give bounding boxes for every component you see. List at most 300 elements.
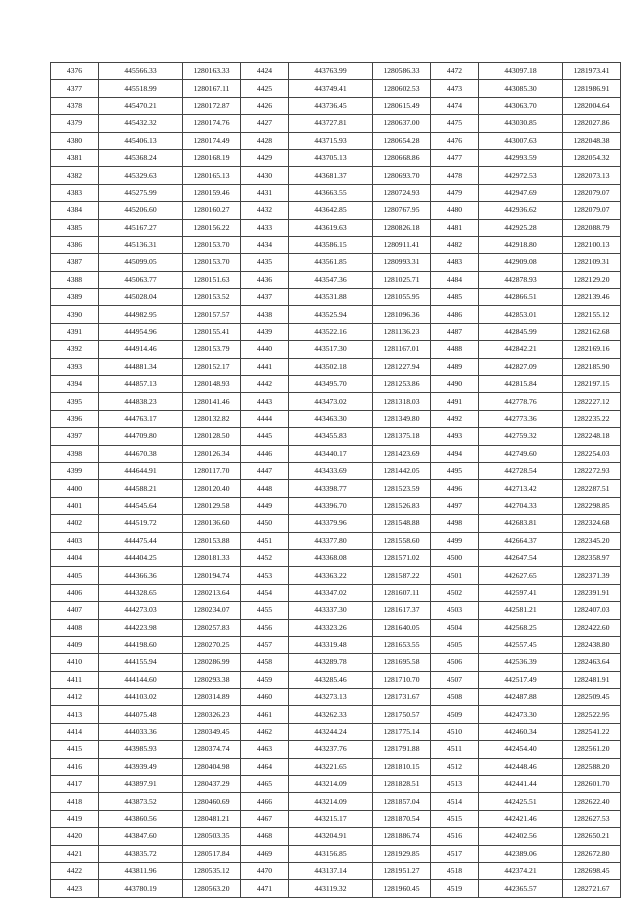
point-id-cell: 4509 (431, 706, 479, 723)
table-row (51, 271, 621, 288)
point-id-cell: 4491 (431, 393, 479, 410)
x-coordinate-cell: 443319.48 (289, 636, 373, 653)
point-id-cell: 4486 (431, 306, 479, 323)
point-id-cell: 4444 (241, 410, 289, 427)
table-row (51, 567, 621, 584)
point-id-cell: 4421 (51, 845, 99, 862)
y-coordinate-cell: 1280136.60 (183, 515, 241, 532)
point-id-cell: 4490 (431, 376, 479, 393)
point-id-cell: 4398 (51, 445, 99, 462)
y-coordinate-cell: 1281167.01 (373, 341, 431, 358)
point-id-cell: 4518 (431, 862, 479, 879)
x-coordinate-cell: 443897.91 (99, 776, 183, 793)
table-row (51, 219, 621, 236)
point-id-cell: 4411 (51, 671, 99, 688)
x-coordinate-cell: 444881.34 (99, 358, 183, 375)
point-id-cell: 4440 (241, 341, 289, 358)
x-coordinate-cell: 442759.32 (479, 428, 563, 445)
x-coordinate-cell: 445167.27 (99, 219, 183, 236)
point-id-cell: 4453 (241, 567, 289, 584)
x-coordinate-cell: 443137.14 (289, 862, 373, 879)
x-coordinate-cell: 444075.48 (99, 706, 183, 723)
y-coordinate-cell: 1280257.83 (183, 619, 241, 636)
table-row (51, 549, 621, 566)
point-id-cell: 4401 (51, 497, 99, 514)
x-coordinate-cell: 443204.91 (289, 828, 373, 845)
y-coordinate-cell: 1282054.32 (563, 149, 621, 166)
table-row (51, 515, 621, 532)
y-coordinate-cell: 1282672.80 (563, 845, 621, 862)
point-id-cell: 4390 (51, 306, 99, 323)
table-row (51, 289, 621, 306)
point-id-cell: 4418 (51, 793, 99, 810)
y-coordinate-cell: 1280153.88 (183, 532, 241, 549)
y-coordinate-cell: 1281423.69 (373, 445, 431, 462)
y-coordinate-cell: 1282422.60 (563, 619, 621, 636)
x-coordinate-cell: 442568.25 (479, 619, 563, 636)
table-row (51, 793, 621, 810)
y-coordinate-cell: 1281960.45 (373, 880, 431, 897)
x-coordinate-cell: 445406.13 (99, 132, 183, 149)
point-id-cell: 4511 (431, 741, 479, 758)
y-coordinate-cell: 1280460.69 (183, 793, 241, 810)
y-coordinate-cell: 1280349.45 (183, 723, 241, 740)
point-id-cell: 4499 (431, 532, 479, 549)
point-id-cell: 4487 (431, 323, 479, 340)
y-coordinate-cell: 1281640.05 (373, 619, 431, 636)
point-id-cell: 4517 (431, 845, 479, 862)
point-id-cell: 4378 (51, 97, 99, 114)
x-coordinate-cell: 442815.84 (479, 376, 563, 393)
point-id-cell: 4503 (431, 602, 479, 619)
y-coordinate-cell: 1280326.23 (183, 706, 241, 723)
x-coordinate-cell: 444033.36 (99, 723, 183, 740)
y-coordinate-cell: 1281986.91 (563, 80, 621, 97)
point-id-cell: 4384 (51, 202, 99, 219)
x-coordinate-cell: 444404.25 (99, 549, 183, 566)
x-coordinate-cell: 443847.60 (99, 828, 183, 845)
x-coordinate-cell: 442749.60 (479, 445, 563, 462)
y-coordinate-cell: 1281791.88 (373, 741, 431, 758)
point-id-cell: 4395 (51, 393, 99, 410)
x-coordinate-cell: 442773.36 (479, 410, 563, 427)
point-id-cell: 4488 (431, 341, 479, 358)
point-id-cell: 4385 (51, 219, 99, 236)
y-coordinate-cell: 1281929.85 (373, 845, 431, 862)
table-row (51, 428, 621, 445)
point-id-cell: 4515 (431, 810, 479, 827)
x-coordinate-cell: 443705.13 (289, 149, 373, 166)
x-coordinate-cell: 442947.69 (479, 184, 563, 201)
point-id-cell: 4426 (241, 97, 289, 114)
y-coordinate-cell: 1282079.07 (563, 202, 621, 219)
point-id-cell: 4467 (241, 810, 289, 827)
point-id-cell: 4442 (241, 376, 289, 393)
x-coordinate-cell: 443156.85 (289, 845, 373, 862)
x-coordinate-cell: 442402.56 (479, 828, 563, 845)
y-coordinate-cell: 1281750.57 (373, 706, 431, 723)
point-id-cell: 4387 (51, 254, 99, 271)
x-coordinate-cell: 445432.32 (99, 115, 183, 132)
x-coordinate-cell: 445518.99 (99, 80, 183, 97)
y-coordinate-cell: 1280129.58 (183, 497, 241, 514)
y-coordinate-cell: 1280615.49 (373, 97, 431, 114)
y-coordinate-cell: 1281653.55 (373, 636, 431, 653)
x-coordinate-cell: 443337.30 (289, 602, 373, 619)
point-id-cell: 4493 (431, 428, 479, 445)
x-coordinate-cell: 443273.13 (289, 689, 373, 706)
x-coordinate-cell: 443262.33 (289, 706, 373, 723)
table-row (51, 619, 621, 636)
x-coordinate-cell: 444914.46 (99, 341, 183, 358)
y-coordinate-cell: 1281025.71 (373, 271, 431, 288)
x-coordinate-cell: 445063.77 (99, 271, 183, 288)
y-coordinate-cell: 1280637.00 (373, 115, 431, 132)
y-coordinate-cell: 1280172.87 (183, 97, 241, 114)
point-id-cell: 4419 (51, 810, 99, 827)
y-coordinate-cell: 1281951.27 (373, 862, 431, 879)
table-row (51, 584, 621, 601)
x-coordinate-cell: 443085.30 (479, 80, 563, 97)
y-coordinate-cell: 1282185.90 (563, 358, 621, 375)
x-coordinate-cell: 443715.93 (289, 132, 373, 149)
point-id-cell: 4472 (431, 63, 479, 80)
y-coordinate-cell: 1280157.57 (183, 306, 241, 323)
y-coordinate-cell: 1280563.20 (183, 880, 241, 897)
x-coordinate-cell: 442597.41 (479, 584, 563, 601)
x-coordinate-cell: 443214.09 (289, 776, 373, 793)
point-id-cell: 4423 (51, 880, 99, 897)
table-row (51, 723, 621, 740)
x-coordinate-cell: 443749.41 (289, 80, 373, 97)
table-row (51, 97, 621, 114)
y-coordinate-cell: 1281571.02 (373, 549, 431, 566)
point-id-cell: 4474 (431, 97, 479, 114)
y-coordinate-cell: 1281558.60 (373, 532, 431, 549)
x-coordinate-cell: 443377.80 (289, 532, 373, 549)
x-coordinate-cell: 443727.81 (289, 115, 373, 132)
x-coordinate-cell: 445470.21 (99, 97, 183, 114)
table-row (51, 689, 621, 706)
y-coordinate-cell: 1280234.07 (183, 602, 241, 619)
x-coordinate-cell: 443221.65 (289, 758, 373, 775)
point-id-cell: 4516 (431, 828, 479, 845)
y-coordinate-cell: 1282162.68 (563, 323, 621, 340)
point-id-cell: 4482 (431, 236, 479, 253)
x-coordinate-cell: 443285.46 (289, 671, 373, 688)
y-coordinate-cell: 1282541.22 (563, 723, 621, 740)
y-coordinate-cell: 1281710.70 (373, 671, 431, 688)
point-id-cell: 4492 (431, 410, 479, 427)
x-coordinate-cell: 443525.94 (289, 306, 373, 323)
y-coordinate-cell: 1282522.95 (563, 706, 621, 723)
y-coordinate-cell: 1280993.31 (373, 254, 431, 271)
y-coordinate-cell: 1280174.49 (183, 132, 241, 149)
point-id-cell: 4452 (241, 549, 289, 566)
y-coordinate-cell: 1281731.67 (373, 689, 431, 706)
x-coordinate-cell: 442473.30 (479, 706, 563, 723)
x-coordinate-cell: 445566.33 (99, 63, 183, 80)
table-row (51, 654, 621, 671)
x-coordinate-cell: 444545.64 (99, 497, 183, 514)
point-id-cell: 4428 (241, 132, 289, 149)
x-coordinate-cell: 443985.93 (99, 741, 183, 758)
x-coordinate-cell: 443663.55 (289, 184, 373, 201)
x-coordinate-cell: 442909.08 (479, 254, 563, 271)
point-id-cell: 4479 (431, 184, 479, 201)
x-coordinate-cell: 443561.85 (289, 254, 373, 271)
x-coordinate-cell: 442918.80 (479, 236, 563, 253)
y-coordinate-cell: 1281523.59 (373, 480, 431, 497)
point-id-cell: 4408 (51, 619, 99, 636)
x-coordinate-cell: 443473.02 (289, 393, 373, 410)
y-coordinate-cell: 1282129.20 (563, 271, 621, 288)
x-coordinate-cell: 443007.63 (479, 132, 563, 149)
x-coordinate-cell: 442842.21 (479, 341, 563, 358)
y-coordinate-cell: 1280404.98 (183, 758, 241, 775)
y-coordinate-cell: 1280128.50 (183, 428, 241, 445)
x-coordinate-cell: 442925.28 (479, 219, 563, 236)
x-coordinate-cell: 443835.72 (99, 845, 183, 862)
point-id-cell: 4414 (51, 723, 99, 740)
point-id-cell: 4450 (241, 515, 289, 532)
point-id-cell: 4382 (51, 167, 99, 184)
y-coordinate-cell: 1280153.52 (183, 289, 241, 306)
point-id-cell: 4495 (431, 462, 479, 479)
point-id-cell: 4464 (241, 758, 289, 775)
y-coordinate-cell: 1280286.99 (183, 654, 241, 671)
table-row (51, 63, 621, 80)
y-coordinate-cell: 1282391.91 (563, 584, 621, 601)
y-coordinate-cell: 1282622.40 (563, 793, 621, 810)
x-coordinate-cell: 444223.98 (99, 619, 183, 636)
x-coordinate-cell: 443289.78 (289, 654, 373, 671)
point-id-cell: 4445 (241, 428, 289, 445)
y-coordinate-cell: 1282248.18 (563, 428, 621, 445)
point-id-cell: 4473 (431, 80, 479, 97)
point-id-cell: 4420 (51, 828, 99, 845)
x-coordinate-cell: 442365.57 (479, 880, 563, 897)
y-coordinate-cell: 1280314.89 (183, 689, 241, 706)
x-coordinate-cell: 443433.69 (289, 462, 373, 479)
x-coordinate-cell: 442878.93 (479, 271, 563, 288)
x-coordinate-cell: 442517.49 (479, 671, 563, 688)
point-id-cell: 4407 (51, 602, 99, 619)
y-coordinate-cell: 1282027.86 (563, 115, 621, 132)
x-coordinate-cell: 443368.08 (289, 549, 373, 566)
point-id-cell: 4409 (51, 636, 99, 653)
x-coordinate-cell: 443860.56 (99, 810, 183, 827)
point-id-cell: 4389 (51, 289, 99, 306)
y-coordinate-cell: 1282139.46 (563, 289, 621, 306)
x-coordinate-cell: 443763.99 (289, 63, 373, 80)
point-id-cell: 4416 (51, 758, 99, 775)
y-coordinate-cell: 1282561.20 (563, 741, 621, 758)
x-coordinate-cell: 442441.44 (479, 776, 563, 793)
x-coordinate-cell: 443379.96 (289, 515, 373, 532)
x-coordinate-cell: 445099.05 (99, 254, 183, 271)
y-coordinate-cell: 1282509.45 (563, 689, 621, 706)
x-coordinate-cell: 443517.30 (289, 341, 373, 358)
y-coordinate-cell: 1280194.74 (183, 567, 241, 584)
table-row (51, 480, 621, 497)
x-coordinate-cell: 443244.24 (289, 723, 373, 740)
y-coordinate-cell: 1281775.14 (373, 723, 431, 740)
point-id-cell: 4500 (431, 549, 479, 566)
point-id-cell: 4497 (431, 497, 479, 514)
point-id-cell: 4415 (51, 741, 99, 758)
y-coordinate-cell: 1282438.80 (563, 636, 621, 653)
point-id-cell: 4379 (51, 115, 99, 132)
y-coordinate-cell: 1280693.70 (373, 167, 431, 184)
y-coordinate-cell: 1280168.19 (183, 149, 241, 166)
y-coordinate-cell: 1282698.45 (563, 862, 621, 879)
y-coordinate-cell: 1282721.67 (563, 880, 621, 897)
y-coordinate-cell: 1280374.74 (183, 741, 241, 758)
y-coordinate-cell: 1281349.80 (373, 410, 431, 427)
y-coordinate-cell: 1282004.64 (563, 97, 621, 114)
point-id-cell: 4506 (431, 654, 479, 671)
table-row (51, 358, 621, 375)
y-coordinate-cell: 1280181.33 (183, 549, 241, 566)
point-id-cell: 4431 (241, 184, 289, 201)
point-id-cell: 4396 (51, 410, 99, 427)
x-coordinate-cell: 442778.76 (479, 393, 563, 410)
y-coordinate-cell: 1282088.79 (563, 219, 621, 236)
x-coordinate-cell: 442421.46 (479, 810, 563, 827)
x-coordinate-cell: 443119.32 (289, 880, 373, 897)
y-coordinate-cell: 1280167.11 (183, 80, 241, 97)
y-coordinate-cell: 1280602.53 (373, 80, 431, 97)
x-coordinate-cell: 442627.65 (479, 567, 563, 584)
y-coordinate-cell: 1282197.15 (563, 376, 621, 393)
point-id-cell: 4380 (51, 132, 99, 149)
y-coordinate-cell: 1281617.37 (373, 602, 431, 619)
y-coordinate-cell: 1280120.40 (183, 480, 241, 497)
x-coordinate-cell: 443502.18 (289, 358, 373, 375)
point-id-cell: 4410 (51, 654, 99, 671)
table-row (51, 758, 621, 775)
y-coordinate-cell: 1281548.88 (373, 515, 431, 532)
y-coordinate-cell: 1280153.70 (183, 236, 241, 253)
x-coordinate-cell: 445275.99 (99, 184, 183, 201)
point-id-cell: 4481 (431, 219, 479, 236)
table-row (51, 862, 621, 879)
table-body (51, 63, 621, 898)
table-row (51, 410, 621, 427)
point-id-cell: 4424 (241, 63, 289, 80)
coordinate-table (50, 62, 621, 898)
y-coordinate-cell: 1281442.05 (373, 462, 431, 479)
point-id-cell: 4458 (241, 654, 289, 671)
table-row (51, 532, 621, 549)
point-id-cell: 4496 (431, 480, 479, 497)
y-coordinate-cell: 1280132.82 (183, 410, 241, 427)
x-coordinate-cell: 444198.60 (99, 636, 183, 653)
y-coordinate-cell: 1281810.15 (373, 758, 431, 775)
x-coordinate-cell: 443939.49 (99, 758, 183, 775)
x-coordinate-cell: 443214.09 (289, 793, 373, 810)
y-coordinate-cell: 1280724.93 (373, 184, 431, 201)
y-coordinate-cell: 1280481.21 (183, 810, 241, 827)
point-id-cell: 4430 (241, 167, 289, 184)
y-coordinate-cell: 1280213.64 (183, 584, 241, 601)
y-coordinate-cell: 1282272.93 (563, 462, 621, 479)
y-coordinate-cell: 1280535.12 (183, 862, 241, 879)
x-coordinate-cell: 443619.63 (289, 219, 373, 236)
y-coordinate-cell: 1281253.86 (373, 376, 431, 393)
point-id-cell: 4386 (51, 236, 99, 253)
x-coordinate-cell: 443097.18 (479, 63, 563, 80)
x-coordinate-cell: 443347.02 (289, 584, 373, 601)
y-coordinate-cell: 1280503.35 (183, 828, 241, 845)
x-coordinate-cell: 444954.96 (99, 323, 183, 340)
point-id-cell: 4438 (241, 306, 289, 323)
y-coordinate-cell: 1282407.03 (563, 602, 621, 619)
x-coordinate-cell: 444763.17 (99, 410, 183, 427)
point-id-cell: 4480 (431, 202, 479, 219)
table-row (51, 880, 621, 897)
y-coordinate-cell: 1280293.38 (183, 671, 241, 688)
x-coordinate-cell: 442448.46 (479, 758, 563, 775)
y-coordinate-cell: 1282155.12 (563, 306, 621, 323)
point-id-cell: 4449 (241, 497, 289, 514)
point-id-cell: 4484 (431, 271, 479, 288)
x-coordinate-cell: 442536.39 (479, 654, 563, 671)
y-coordinate-cell: 1280153.79 (183, 341, 241, 358)
point-id-cell: 4429 (241, 149, 289, 166)
y-coordinate-cell: 1280586.33 (373, 63, 431, 80)
y-coordinate-cell: 1282650.21 (563, 828, 621, 845)
x-coordinate-cell: 442460.34 (479, 723, 563, 740)
y-coordinate-cell: 1282073.13 (563, 167, 621, 184)
point-id-cell: 4447 (241, 462, 289, 479)
point-id-cell: 4413 (51, 706, 99, 723)
x-coordinate-cell: 442557.45 (479, 636, 563, 653)
point-id-cell: 4463 (241, 741, 289, 758)
x-coordinate-cell: 443463.30 (289, 410, 373, 427)
x-coordinate-cell: 445136.31 (99, 236, 183, 253)
y-coordinate-cell: 1281587.22 (373, 567, 431, 584)
point-id-cell: 4510 (431, 723, 479, 740)
x-coordinate-cell: 444670.38 (99, 445, 183, 462)
point-id-cell: 4425 (241, 80, 289, 97)
table-row (51, 741, 621, 758)
point-id-cell: 4505 (431, 636, 479, 653)
y-coordinate-cell: 1281607.11 (373, 584, 431, 601)
y-coordinate-cell: 1281096.36 (373, 306, 431, 323)
point-id-cell: 4475 (431, 115, 479, 132)
x-coordinate-cell: 443642.85 (289, 202, 373, 219)
y-coordinate-cell: 1282324.68 (563, 515, 621, 532)
point-id-cell: 4399 (51, 462, 99, 479)
x-coordinate-cell: 443396.70 (289, 497, 373, 514)
point-id-cell: 4477 (431, 149, 479, 166)
table-row (51, 202, 621, 219)
point-id-cell: 4400 (51, 480, 99, 497)
point-id-cell: 4383 (51, 184, 99, 201)
x-coordinate-cell: 444709.80 (99, 428, 183, 445)
point-id-cell: 4513 (431, 776, 479, 793)
table-row (51, 462, 621, 479)
y-coordinate-cell: 1282588.20 (563, 758, 621, 775)
y-coordinate-cell: 1280270.25 (183, 636, 241, 653)
y-coordinate-cell: 1280152.17 (183, 358, 241, 375)
y-coordinate-cell: 1282287.51 (563, 480, 621, 497)
y-coordinate-cell: 1282481.91 (563, 671, 621, 688)
point-id-cell: 4465 (241, 776, 289, 793)
point-id-cell: 4451 (241, 532, 289, 549)
